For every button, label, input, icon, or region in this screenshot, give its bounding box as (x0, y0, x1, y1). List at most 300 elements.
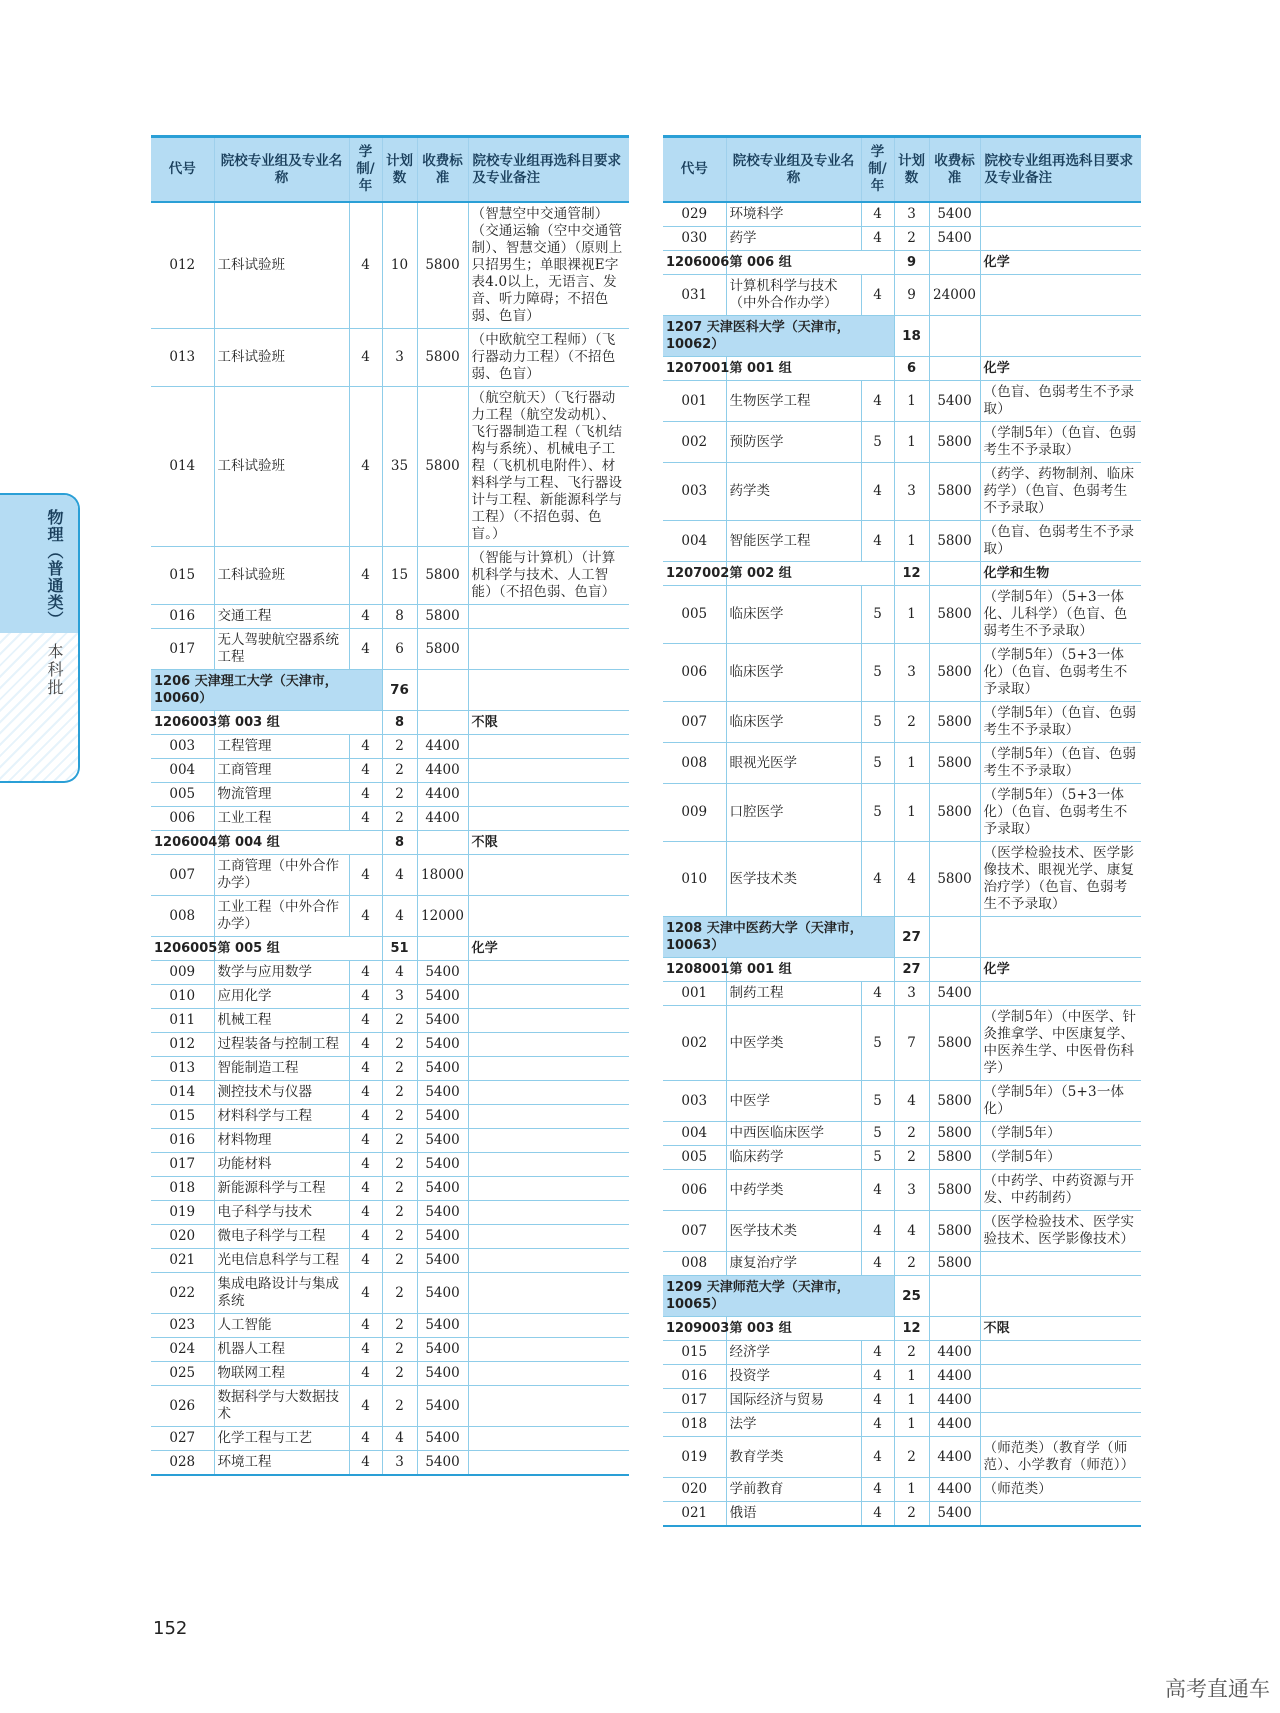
major-fee: 5400 (417, 1081, 468, 1105)
major-row (151, 387, 629, 547)
major-fee: 5400 (417, 1427, 468, 1451)
major-note: （学制5年） (980, 1146, 1141, 1170)
major-plan-count: 2 (894, 1252, 929, 1276)
major-plan-count: 2 (382, 1225, 417, 1249)
major-years: 4 (349, 807, 382, 831)
major-row (151, 985, 629, 1009)
major-plan-count: 2 (894, 1122, 929, 1146)
major-note: （色盲、色弱考生不予录取） (980, 521, 1141, 562)
group-code: 1207002 (663, 562, 726, 586)
major-note (468, 759, 629, 783)
major-row (151, 1273, 629, 1314)
school-name: 1208 天津中医药大学（天津市，10063） (663, 917, 894, 958)
major-code: 005 (151, 783, 214, 807)
major-name: 制药工程 (726, 982, 861, 1006)
empty-cell (980, 316, 1141, 357)
major-code: 014 (151, 1081, 214, 1105)
major-name: 环境工程 (214, 1451, 349, 1476)
empty-cell (929, 1317, 980, 1341)
group-row (663, 562, 1141, 586)
major-code: 012 (151, 202, 214, 329)
major-years: 4 (349, 1033, 382, 1057)
major-plan-count: 2 (382, 1129, 417, 1153)
major-note: （中欧航空工程师）（飞行器动力工程）（不招色弱、色盲） (468, 329, 629, 387)
major-row (151, 1201, 629, 1225)
major-code: 018 (663, 1413, 726, 1437)
major-fee: 4400 (929, 1389, 980, 1413)
major-code: 005 (663, 586, 726, 644)
major-code: 021 (663, 1502, 726, 1527)
major-note: （智能与计算机）（计算机科学与技术、人工智能）（不招色弱、色盲） (468, 547, 629, 605)
major-code: 029 (663, 202, 726, 227)
major-name: 智能制造工程 (214, 1057, 349, 1081)
major-years: 4 (349, 329, 382, 387)
major-years: 4 (349, 961, 382, 985)
major-code: 008 (663, 743, 726, 784)
group-name: 第 005 组 (214, 937, 382, 961)
major-note (980, 1413, 1141, 1437)
major-years: 4 (349, 1273, 382, 1314)
major-row (663, 982, 1141, 1006)
major-note: （航空航天）（飞行器动力工程（航空发动机）、飞行器制造工程（飞机结构与系统）、机械电子工程（飞机机电附件）、材料科学与工程、飞行器设计与工程、新能源科学与工程）（不招色弱、色盲。） (468, 387, 629, 547)
major-row (663, 1211, 1141, 1252)
header-name: 院校专业组及专业名称 (214, 137, 349, 203)
major-note: （学制5年）（色盲、色弱考生不予录取） (980, 702, 1141, 743)
major-fee: 12000 (417, 896, 468, 937)
major-years: 4 (861, 1389, 894, 1413)
major-row (151, 202, 629, 329)
major-note: （学制5年）（色盲、色弱考生不予录取） (980, 422, 1141, 463)
major-plan-count: 2 (382, 1033, 417, 1057)
major-code: 026 (151, 1386, 214, 1427)
group-plan-count: 9 (894, 251, 929, 275)
major-row (663, 422, 1141, 463)
major-code: 021 (151, 1249, 214, 1273)
major-fee: 5400 (417, 1129, 468, 1153)
major-name: 数学与应用数学 (214, 961, 349, 985)
major-name: 国际经济与贸易 (726, 1389, 861, 1413)
major-code: 006 (663, 644, 726, 702)
major-note (468, 1081, 629, 1105)
group-code: 1206005 (151, 937, 214, 961)
major-name: 临床医学 (726, 586, 861, 644)
major-row (151, 896, 629, 937)
major-name: 机械工程 (214, 1009, 349, 1033)
major-note (980, 982, 1141, 1006)
major-name: 中医学类 (726, 1006, 861, 1081)
major-name: 工科试验班 (214, 202, 349, 329)
group-name: 第 004 组 (214, 831, 382, 855)
major-fee: 5800 (929, 1006, 980, 1081)
major-note: （药学、药物制剂、临床药学）（色盲、色弱考生不予录取） (980, 463, 1141, 521)
major-name: 电子科学与技术 (214, 1201, 349, 1225)
major-name: 康复治疗学 (726, 1252, 861, 1276)
major-row (663, 1006, 1141, 1081)
school-row (663, 1276, 1141, 1317)
major-row (151, 1057, 629, 1081)
major-fee: 5800 (929, 422, 980, 463)
major-note (980, 1252, 1141, 1276)
major-code: 012 (151, 1033, 214, 1057)
major-code: 024 (151, 1338, 214, 1362)
major-note (980, 275, 1141, 316)
major-code: 007 (663, 1211, 726, 1252)
watermark: 高考直通车 (1165, 1677, 1270, 1701)
major-plan-count: 2 (382, 1009, 417, 1033)
major-fee: 5800 (929, 463, 980, 521)
major-name: 应用化学 (214, 985, 349, 1009)
major-years: 4 (349, 1386, 382, 1427)
major-row (663, 1081, 1141, 1122)
group-subject-requirement: 化学 (468, 937, 629, 961)
empty-cell (929, 1276, 980, 1317)
major-plan-count: 1 (894, 1365, 929, 1389)
major-row (663, 702, 1141, 743)
major-name: 过程装备与控制工程 (214, 1033, 349, 1057)
major-row (663, 1437, 1141, 1478)
group-plan-count: 12 (894, 1317, 929, 1341)
major-years: 4 (349, 985, 382, 1009)
group-row (663, 357, 1141, 381)
major-note (468, 1225, 629, 1249)
group-subject-requirement: 化学 (980, 357, 1141, 381)
header-code: 代号 (151, 137, 214, 203)
major-note (468, 1386, 629, 1427)
major-note (468, 896, 629, 937)
major-note: （中药学、中药资源与开发、中药制药） (980, 1170, 1141, 1211)
major-fee: 5400 (929, 381, 980, 422)
major-years: 4 (861, 521, 894, 562)
major-plan-count: 4 (382, 855, 417, 896)
major-years: 4 (861, 1478, 894, 1502)
major-note: （医学检验技术、医学影像技术、眼视光学、康复治疗学）（色盲、色弱考生不予录取） (980, 842, 1141, 917)
major-years: 5 (861, 586, 894, 644)
major-row (151, 807, 629, 831)
major-years: 4 (349, 1105, 382, 1129)
major-fee: 5800 (929, 1081, 980, 1122)
group-name: 第 003 组 (214, 711, 382, 735)
major-fee: 4400 (417, 783, 468, 807)
major-years: 4 (861, 202, 894, 227)
major-years: 4 (861, 1341, 894, 1365)
major-note (468, 1153, 629, 1177)
major-fee: 5400 (417, 1386, 468, 1427)
major-plan-count: 4 (382, 896, 417, 937)
major-fee: 5400 (417, 1314, 468, 1338)
major-fee: 4400 (929, 1341, 980, 1365)
major-note: （学制5年） (980, 1122, 1141, 1146)
major-note (468, 1314, 629, 1338)
major-years: 4 (861, 842, 894, 917)
major-years: 4 (349, 783, 382, 807)
group-code: 1206004 (151, 831, 214, 855)
empty-cell (929, 958, 980, 982)
major-name: 医学技术类 (726, 842, 861, 917)
page-number: 152 (153, 1618, 188, 1639)
major-fee: 4400 (929, 1365, 980, 1389)
major-years: 4 (349, 1314, 382, 1338)
header-note: 院校专业组再选科目要求及专业备注 (468, 137, 629, 203)
admissions-table-right (663, 135, 1141, 1527)
group-name: 第 003 组 (726, 1317, 894, 1341)
major-note (468, 1201, 629, 1225)
major-code: 017 (151, 1153, 214, 1177)
major-code: 020 (663, 1478, 726, 1502)
major-fee: 5800 (929, 702, 980, 743)
major-note (468, 1009, 629, 1033)
major-years: 4 (349, 896, 382, 937)
major-name: 中医学 (726, 1081, 861, 1122)
major-fee: 5400 (417, 985, 468, 1009)
major-plan-count: 4 (382, 1427, 417, 1451)
major-code: 020 (151, 1225, 214, 1249)
major-note (468, 1057, 629, 1081)
major-row (151, 1338, 629, 1362)
major-code: 002 (663, 1006, 726, 1081)
major-years: 5 (861, 702, 894, 743)
major-years: 4 (861, 982, 894, 1006)
major-fee: 5800 (929, 1170, 980, 1211)
major-fee: 5400 (417, 961, 468, 985)
side-tab-secondary (0, 633, 78, 781)
major-code: 007 (151, 855, 214, 896)
major-row (663, 586, 1141, 644)
major-name: 工科试验班 (214, 387, 349, 547)
major-plan-count: 35 (382, 387, 417, 547)
major-fee: 5800 (929, 1146, 980, 1170)
major-note (980, 202, 1141, 227)
major-name: 数据科学与大数据技术 (214, 1386, 349, 1427)
major-years: 4 (861, 1170, 894, 1211)
major-years: 4 (349, 855, 382, 896)
major-note (468, 961, 629, 985)
major-name: 交通工程 (214, 605, 349, 629)
group-plan-count: 51 (382, 937, 417, 961)
major-years: 5 (861, 422, 894, 463)
major-code: 008 (151, 896, 214, 937)
table-body-right (663, 202, 1141, 1526)
major-fee: 5400 (417, 1338, 468, 1362)
major-note: （学制5年）（5+3一体化） (980, 1081, 1141, 1122)
group-subject-requirement: 化学 (980, 958, 1141, 982)
major-fee: 18000 (417, 855, 468, 896)
major-code: 030 (663, 227, 726, 251)
major-row (663, 842, 1141, 917)
major-years: 5 (861, 1122, 894, 1146)
empty-cell (980, 1276, 1141, 1317)
major-row (151, 1153, 629, 1177)
school-row (663, 316, 1141, 357)
major-name: 人工智能 (214, 1314, 349, 1338)
major-plan-count: 2 (382, 1081, 417, 1105)
group-name: 第 006 组 (726, 251, 894, 275)
major-note (468, 1427, 629, 1451)
major-row (663, 1389, 1141, 1413)
group-plan-count: 6 (894, 357, 929, 381)
major-note (468, 1129, 629, 1153)
major-name: 工程管理 (214, 735, 349, 759)
major-years: 4 (349, 1129, 382, 1153)
major-fee: 5400 (929, 202, 980, 227)
major-name: 材料物理 (214, 1129, 349, 1153)
major-years: 4 (349, 1249, 382, 1273)
major-code: 001 (663, 381, 726, 422)
header-years: 学制/年 (861, 137, 894, 203)
major-name: 工商管理（中外合作办学） (214, 855, 349, 896)
group-subject-requirement: 化学和生物 (980, 562, 1141, 586)
major-plan-count: 1 (894, 1389, 929, 1413)
major-code: 010 (151, 985, 214, 1009)
major-code: 031 (663, 275, 726, 316)
major-plan-count: 10 (382, 202, 417, 329)
major-name: 法学 (726, 1413, 861, 1437)
major-name: 测控技术与仪器 (214, 1081, 349, 1105)
major-code: 006 (663, 1170, 726, 1211)
school-row (663, 917, 1141, 958)
major-years: 4 (349, 202, 382, 329)
major-code: 016 (151, 605, 214, 629)
major-fee: 24000 (929, 275, 980, 316)
major-plan-count: 4 (894, 1081, 929, 1122)
major-row (151, 1249, 629, 1273)
major-fee: 5400 (417, 1177, 468, 1201)
major-name: 口腔医学 (726, 784, 861, 842)
major-row (151, 1105, 629, 1129)
major-fee: 5800 (417, 329, 468, 387)
major-plan-count: 6 (382, 629, 417, 670)
major-name: 临床医学 (726, 702, 861, 743)
major-row (151, 1386, 629, 1427)
major-name: 功能材料 (214, 1153, 349, 1177)
major-code: 003 (663, 463, 726, 521)
major-years: 5 (861, 743, 894, 784)
major-plan-count: 7 (894, 1006, 929, 1081)
major-years: 4 (861, 1211, 894, 1252)
major-fee: 5400 (417, 1273, 468, 1314)
major-code: 017 (151, 629, 214, 670)
major-plan-count: 1 (894, 586, 929, 644)
group-plan-count: 8 (382, 831, 417, 855)
major-years: 4 (861, 381, 894, 422)
major-years: 4 (349, 735, 382, 759)
major-row (151, 1129, 629, 1153)
major-row (151, 783, 629, 807)
group-name: 第 001 组 (726, 958, 894, 982)
major-code: 003 (663, 1081, 726, 1122)
header-plan: 计划数 (894, 137, 929, 203)
major-years: 4 (861, 1437, 894, 1478)
side-tab-primary (0, 495, 78, 635)
group-subject-requirement: 不限 (468, 831, 629, 855)
empty-cell (980, 917, 1141, 958)
major-note: （智慧空中交通管制）（交通运输（空中交通管制）、智慧交通）（原则上只招男生；单眼裸视E字表4.0以上，无语言、发音、听力障碍；不招色弱、色盲） (468, 202, 629, 329)
major-plan-count: 2 (894, 1341, 929, 1365)
major-plan-count: 4 (894, 1211, 929, 1252)
major-note (468, 985, 629, 1009)
major-years: 5 (861, 1006, 894, 1081)
major-fee: 4400 (417, 759, 468, 783)
empty-cell (929, 316, 980, 357)
major-fee: 5400 (417, 1451, 468, 1476)
major-row (663, 1252, 1141, 1276)
major-fee: 5400 (417, 1362, 468, 1386)
major-code: 004 (663, 521, 726, 562)
major-fee: 5800 (929, 521, 980, 562)
major-years: 4 (861, 463, 894, 521)
major-row (151, 1033, 629, 1057)
major-name: 工科试验班 (214, 547, 349, 605)
major-plan-count: 2 (382, 1273, 417, 1314)
section-side-tab (0, 493, 80, 783)
major-name: 眼视光医学 (726, 743, 861, 784)
major-fee: 5400 (417, 1249, 468, 1273)
table-header-row (663, 137, 1141, 203)
group-code: 1206006 (663, 251, 726, 275)
major-row (151, 329, 629, 387)
major-row (151, 1225, 629, 1249)
major-plan-count: 2 (382, 1057, 417, 1081)
major-plan-count: 3 (382, 985, 417, 1009)
major-code: 002 (663, 422, 726, 463)
major-plan-count: 2 (382, 1314, 417, 1338)
major-name: 中药学类 (726, 1170, 861, 1211)
major-row (151, 1427, 629, 1451)
major-plan-count: 2 (894, 227, 929, 251)
major-code: 009 (151, 961, 214, 985)
major-years: 4 (349, 1153, 382, 1177)
major-years: 4 (349, 1362, 382, 1386)
major-plan-count: 2 (382, 1362, 417, 1386)
major-name: 集成电路设计与集成系统 (214, 1273, 349, 1314)
major-code: 015 (663, 1341, 726, 1365)
major-row (663, 521, 1141, 562)
major-years: 5 (861, 644, 894, 702)
major-name: 工业工程（中外合作办学） (214, 896, 349, 937)
major-plan-count: 3 (382, 329, 417, 387)
major-row (663, 381, 1141, 422)
major-note (468, 1177, 629, 1201)
school-plan-count: 18 (894, 316, 929, 357)
major-note (468, 1033, 629, 1057)
major-row (151, 1081, 629, 1105)
major-note (468, 1362, 629, 1386)
major-years: 5 (861, 1081, 894, 1122)
major-years: 4 (349, 1201, 382, 1225)
group-plan-count: 8 (382, 711, 417, 735)
major-note: （师范类） (980, 1478, 1141, 1502)
school-name: 1206 天津理工大学（天津市，10060） (151, 670, 382, 711)
major-row (151, 759, 629, 783)
major-row (151, 1314, 629, 1338)
header-plan: 计划数 (382, 137, 417, 203)
major-years: 4 (349, 1177, 382, 1201)
major-row (151, 961, 629, 985)
major-plan-count: 8 (382, 605, 417, 629)
major-years: 4 (349, 547, 382, 605)
empty-cell (417, 670, 468, 711)
group-row (151, 937, 629, 961)
major-row (151, 605, 629, 629)
major-note (468, 1273, 629, 1314)
major-name: 微电子科学与工程 (214, 1225, 349, 1249)
major-code: 003 (151, 735, 214, 759)
major-note (468, 735, 629, 759)
major-years: 4 (349, 605, 382, 629)
major-plan-count: 2 (382, 1386, 417, 1427)
major-row (151, 1362, 629, 1386)
major-name: 俄语 (726, 1502, 861, 1527)
major-fee: 5400 (417, 1153, 468, 1177)
